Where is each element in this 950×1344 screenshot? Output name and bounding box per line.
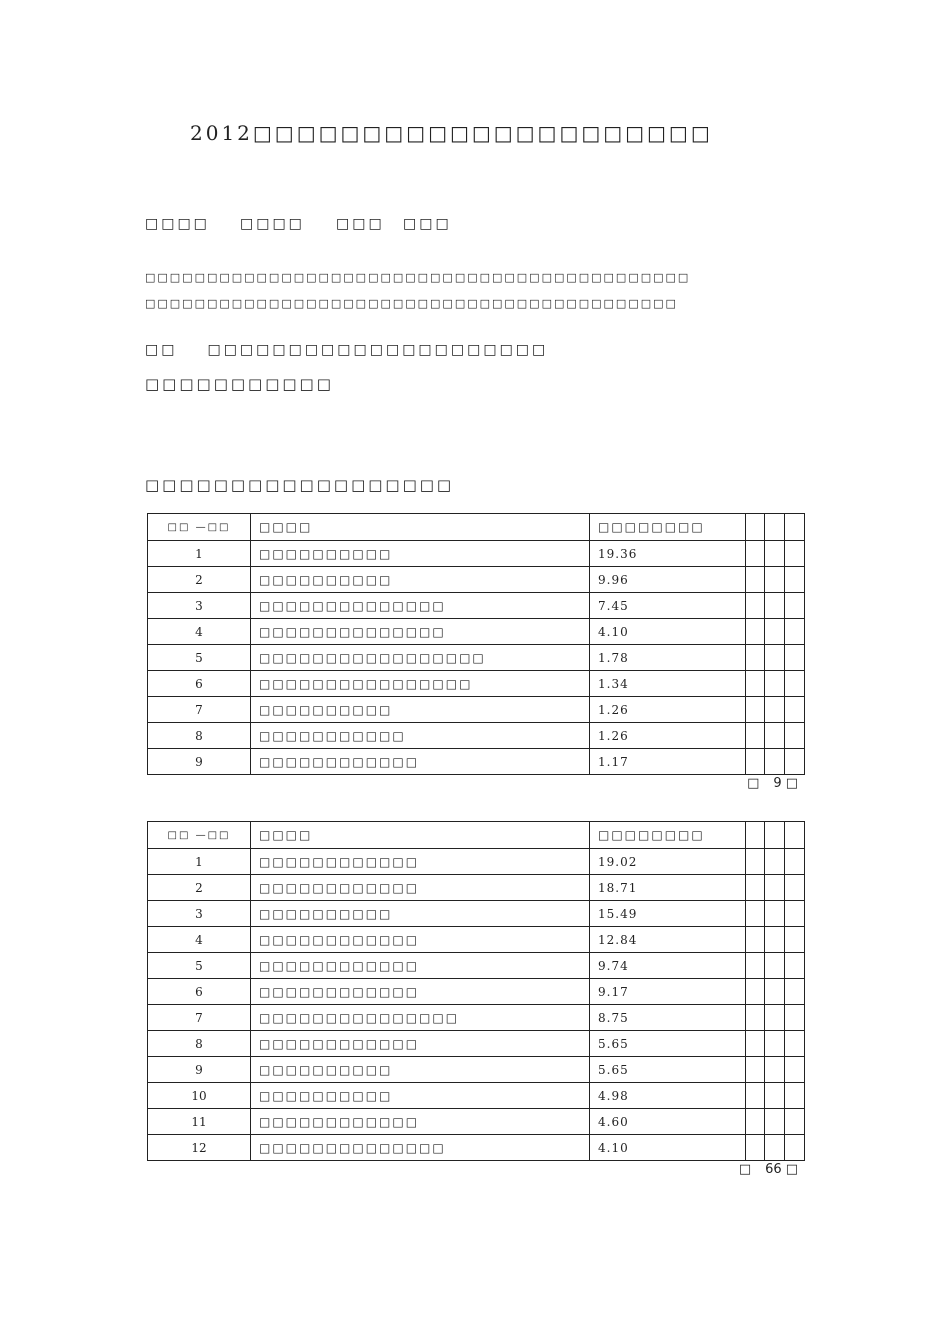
empty-cell — [765, 671, 785, 697]
table-2-count — [739, 1162, 798, 1177]
name-cell: □□□□□□□□□□ — [251, 901, 590, 927]
empty-cell — [785, 567, 805, 593]
name-cell: □□□□□□□□□□ — [251, 567, 590, 593]
table-row — [148, 849, 805, 875]
rank-cell: 12 — [148, 1135, 251, 1161]
table-row — [148, 1083, 805, 1109]
value-cell: 18.71 — [590, 875, 746, 901]
author-3: □□□ — [336, 216, 385, 232]
name-cell: □□□□□□□□□□□ — [251, 723, 590, 749]
empty-cell — [746, 1135, 765, 1161]
table-row — [148, 927, 805, 953]
value-cell: 1.26 — [590, 723, 746, 749]
empty-cell — [765, 697, 785, 723]
empty-cell — [785, 953, 805, 979]
empty-column-header — [765, 514, 785, 541]
empty-cell — [785, 1109, 805, 1135]
empty-cell — [746, 1031, 765, 1057]
rank-cell: 5 — [148, 645, 251, 671]
empty-cell — [765, 927, 785, 953]
table-row — [148, 593, 805, 619]
value-cell: 7.45 — [590, 593, 746, 619]
value-cell: 1.17 — [590, 749, 746, 775]
value-cell: 9.17 — [590, 979, 746, 1005]
empty-cell — [785, 979, 805, 1005]
empty-cell — [785, 849, 805, 875]
rank-cell: 3 — [148, 593, 251, 619]
author-4: □□□ — [403, 216, 452, 232]
empty-column-header — [785, 514, 805, 541]
value-column-header: □□□□□□□□ — [590, 822, 746, 849]
empty-cell — [765, 953, 785, 979]
name-cell: □□□□□□□□□□□□□□□□ — [251, 671, 590, 697]
count-value: 9 — [773, 776, 782, 791]
empty-cell — [746, 619, 765, 645]
name-cell: □□□□□□□□□□□□□□ — [251, 1135, 590, 1161]
empty-cell — [746, 749, 765, 775]
rank-cell: 4 — [148, 619, 251, 645]
rank-cell: 11 — [148, 1109, 251, 1135]
name-cell: □□□□□□□□□□□□□□ — [251, 593, 590, 619]
empty-cell — [746, 697, 765, 723]
section-1-heading — [145, 342, 548, 358]
value-cell: 9.74 — [590, 953, 746, 979]
table-row — [148, 697, 805, 723]
value-cell: 19.02 — [590, 849, 746, 875]
name-column-header: □□□□ — [251, 514, 590, 541]
name-cell: □□□□□□□□□□□□ — [251, 1031, 590, 1057]
empty-cell — [785, 1083, 805, 1109]
rank-cell: 7 — [148, 1005, 251, 1031]
author-1: □□□□ — [145, 216, 210, 232]
empty-cell — [746, 723, 765, 749]
section-1-number: □□ — [145, 342, 178, 358]
empty-cell — [785, 749, 805, 775]
empty-cell — [785, 1031, 805, 1057]
name-cell: □□□□□□□□□□□□ — [251, 927, 590, 953]
count-suffix: □ — [785, 1162, 798, 1177]
table-row — [148, 901, 805, 927]
empty-cell — [765, 567, 785, 593]
rank-cell: 8 — [148, 723, 251, 749]
empty-column-header — [765, 822, 785, 849]
rank-cell: 7 — [148, 697, 251, 723]
value-cell: 1.78 — [590, 645, 746, 671]
section-1-title: □□□□□□□□□□□□□□□□□□□□□ — [207, 342, 549, 358]
empty-column-header — [746, 514, 765, 541]
empty-cell — [765, 723, 785, 749]
empty-cell — [765, 1005, 785, 1031]
abstract-line-2: □□□□□□□□□□□□□□□□□□□□□□□□□□□□□□□□□□□□□□□□□□□ — [145, 297, 678, 310]
empty-cell — [785, 697, 805, 723]
rank-cell: 10 — [148, 1083, 251, 1109]
empty-cell — [746, 541, 765, 567]
empty-cell — [746, 1057, 765, 1083]
rank-cell: 1 — [148, 849, 251, 875]
empty-cell — [785, 671, 805, 697]
ranking-table-1 — [147, 513, 805, 775]
author-2: □□□□ — [240, 216, 305, 232]
empty-cell — [765, 1057, 785, 1083]
empty-cell — [765, 619, 785, 645]
value-cell: 5.65 — [590, 1031, 746, 1057]
rank-column-header: □□ —□□ — [148, 514, 251, 541]
empty-cell — [746, 567, 765, 593]
count-suffix: □ — [785, 776, 798, 791]
rank-cell: 8 — [148, 1031, 251, 1057]
empty-cell — [765, 1083, 785, 1109]
rank-cell: 9 — [148, 1057, 251, 1083]
value-cell: 4.60 — [590, 1109, 746, 1135]
name-cell: □□□□□□□□□□ — [251, 697, 590, 723]
name-cell: □□□□□□□□□□□□ — [251, 1109, 590, 1135]
name-cell: □□□□□□□□□□□□ — [251, 875, 590, 901]
empty-cell — [765, 1109, 785, 1135]
empty-cell — [746, 875, 765, 901]
table-row — [148, 1031, 805, 1057]
value-cell: 15.49 — [590, 901, 746, 927]
empty-cell — [746, 901, 765, 927]
rank-column-header: □□ —□□ — [148, 822, 251, 849]
empty-cell — [765, 541, 785, 567]
empty-cell — [785, 723, 805, 749]
table-row — [148, 723, 805, 749]
table-row — [148, 1057, 805, 1083]
empty-cell — [746, 953, 765, 979]
table-row — [148, 1109, 805, 1135]
empty-cell — [765, 749, 785, 775]
table-row — [148, 619, 805, 645]
empty-column-header — [746, 822, 765, 849]
table-row — [148, 979, 805, 1005]
table-header-row — [148, 514, 805, 541]
name-cell: □□□□□□□□□□ — [251, 1057, 590, 1083]
name-cell: □□□□□□□□□□□□ — [251, 849, 590, 875]
value-cell: 4.10 — [590, 619, 746, 645]
value-cell: 12.84 — [590, 927, 746, 953]
value-cell: 1.26 — [590, 697, 746, 723]
empty-cell — [785, 1135, 805, 1161]
empty-cell — [746, 671, 765, 697]
name-cell: □□□□□□□□□□ — [251, 1083, 590, 1109]
empty-cell — [765, 901, 785, 927]
rank-cell: 1 — [148, 541, 251, 567]
name-cell: □□□□□□□□□□□□ — [251, 979, 590, 1005]
empty-cell — [785, 875, 805, 901]
empty-cell — [785, 619, 805, 645]
empty-cell — [765, 875, 785, 901]
rank-cell: 5 — [148, 953, 251, 979]
empty-cell — [785, 901, 805, 927]
empty-cell — [765, 1135, 785, 1161]
value-cell: 4.10 — [590, 1135, 746, 1161]
count-value: 66 — [765, 1162, 782, 1177]
empty-cell — [746, 849, 765, 875]
section-2-heading: □□□□□□□□□□□ — [145, 375, 334, 393]
table-row — [148, 541, 805, 567]
empty-cell — [785, 1057, 805, 1083]
ranking-table-2 — [147, 821, 805, 1161]
value-cell: 4.98 — [590, 1083, 746, 1109]
empty-cell — [785, 927, 805, 953]
table-row — [148, 875, 805, 901]
rank-cell: 6 — [148, 979, 251, 1005]
table-row — [148, 671, 805, 697]
empty-cell — [746, 1005, 765, 1031]
empty-cell — [746, 927, 765, 953]
empty-cell — [746, 1083, 765, 1109]
table-header-row — [148, 822, 805, 849]
name-cell: □□□□□□□□□□□□ — [251, 749, 590, 775]
name-cell: □□□□□□□□□□□□□□□ — [251, 1005, 590, 1031]
empty-cell — [746, 1109, 765, 1135]
rank-cell: 3 — [148, 901, 251, 927]
table-row — [148, 1005, 805, 1031]
table-row — [148, 749, 805, 775]
tables-heading: □□□□□□□□□□□□□□□□□□ — [145, 476, 455, 494]
name-column-header: □□□□ — [251, 822, 590, 849]
empty-cell — [785, 1005, 805, 1031]
rank-cell: 2 — [148, 875, 251, 901]
value-cell: 19.36 — [590, 541, 746, 567]
empty-cell — [785, 593, 805, 619]
document-title: 2012□□□□□□□□□□□□□□□□□□□□□ — [190, 121, 713, 145]
name-cell: □□□□□□□□□□□□□□□□□ — [251, 645, 590, 671]
empty-column-header — [785, 822, 805, 849]
empty-cell — [785, 645, 805, 671]
rank-cell: 6 — [148, 671, 251, 697]
empty-cell — [765, 849, 785, 875]
table-row — [148, 567, 805, 593]
rank-cell: 9 — [148, 749, 251, 775]
name-cell: □□□□□□□□□□□□ — [251, 953, 590, 979]
count-prefix: □ — [738, 1162, 752, 1177]
count-prefix: □ — [747, 776, 760, 791]
rank-cell: 2 — [148, 567, 251, 593]
rank-cell: 4 — [148, 927, 251, 953]
name-cell: □□□□□□□□□□□□□□ — [251, 619, 590, 645]
empty-cell — [765, 1031, 785, 1057]
empty-cell — [746, 593, 765, 619]
table-1-count — [747, 776, 798, 791]
name-cell: □□□□□□□□□□ — [251, 541, 590, 567]
value-cell: 5.65 — [590, 1057, 746, 1083]
value-cell: 9.96 — [590, 567, 746, 593]
value-column-header: □□□□□□□□ — [590, 514, 746, 541]
empty-cell — [765, 593, 785, 619]
empty-cell — [746, 979, 765, 1005]
empty-cell — [746, 645, 765, 671]
value-cell: 1.34 — [590, 671, 746, 697]
empty-cell — [765, 645, 785, 671]
abstract-line-1: □□□□□□□□□□□□□□□□□□□□□□□□□□□□□□□□□□□□□□□□□□□□ — [145, 271, 691, 284]
empty-cell — [765, 979, 785, 1005]
table-row — [148, 953, 805, 979]
empty-cell — [785, 541, 805, 567]
table-row — [148, 1135, 805, 1161]
table-row — [148, 645, 805, 671]
value-cell: 8.75 — [590, 1005, 746, 1031]
